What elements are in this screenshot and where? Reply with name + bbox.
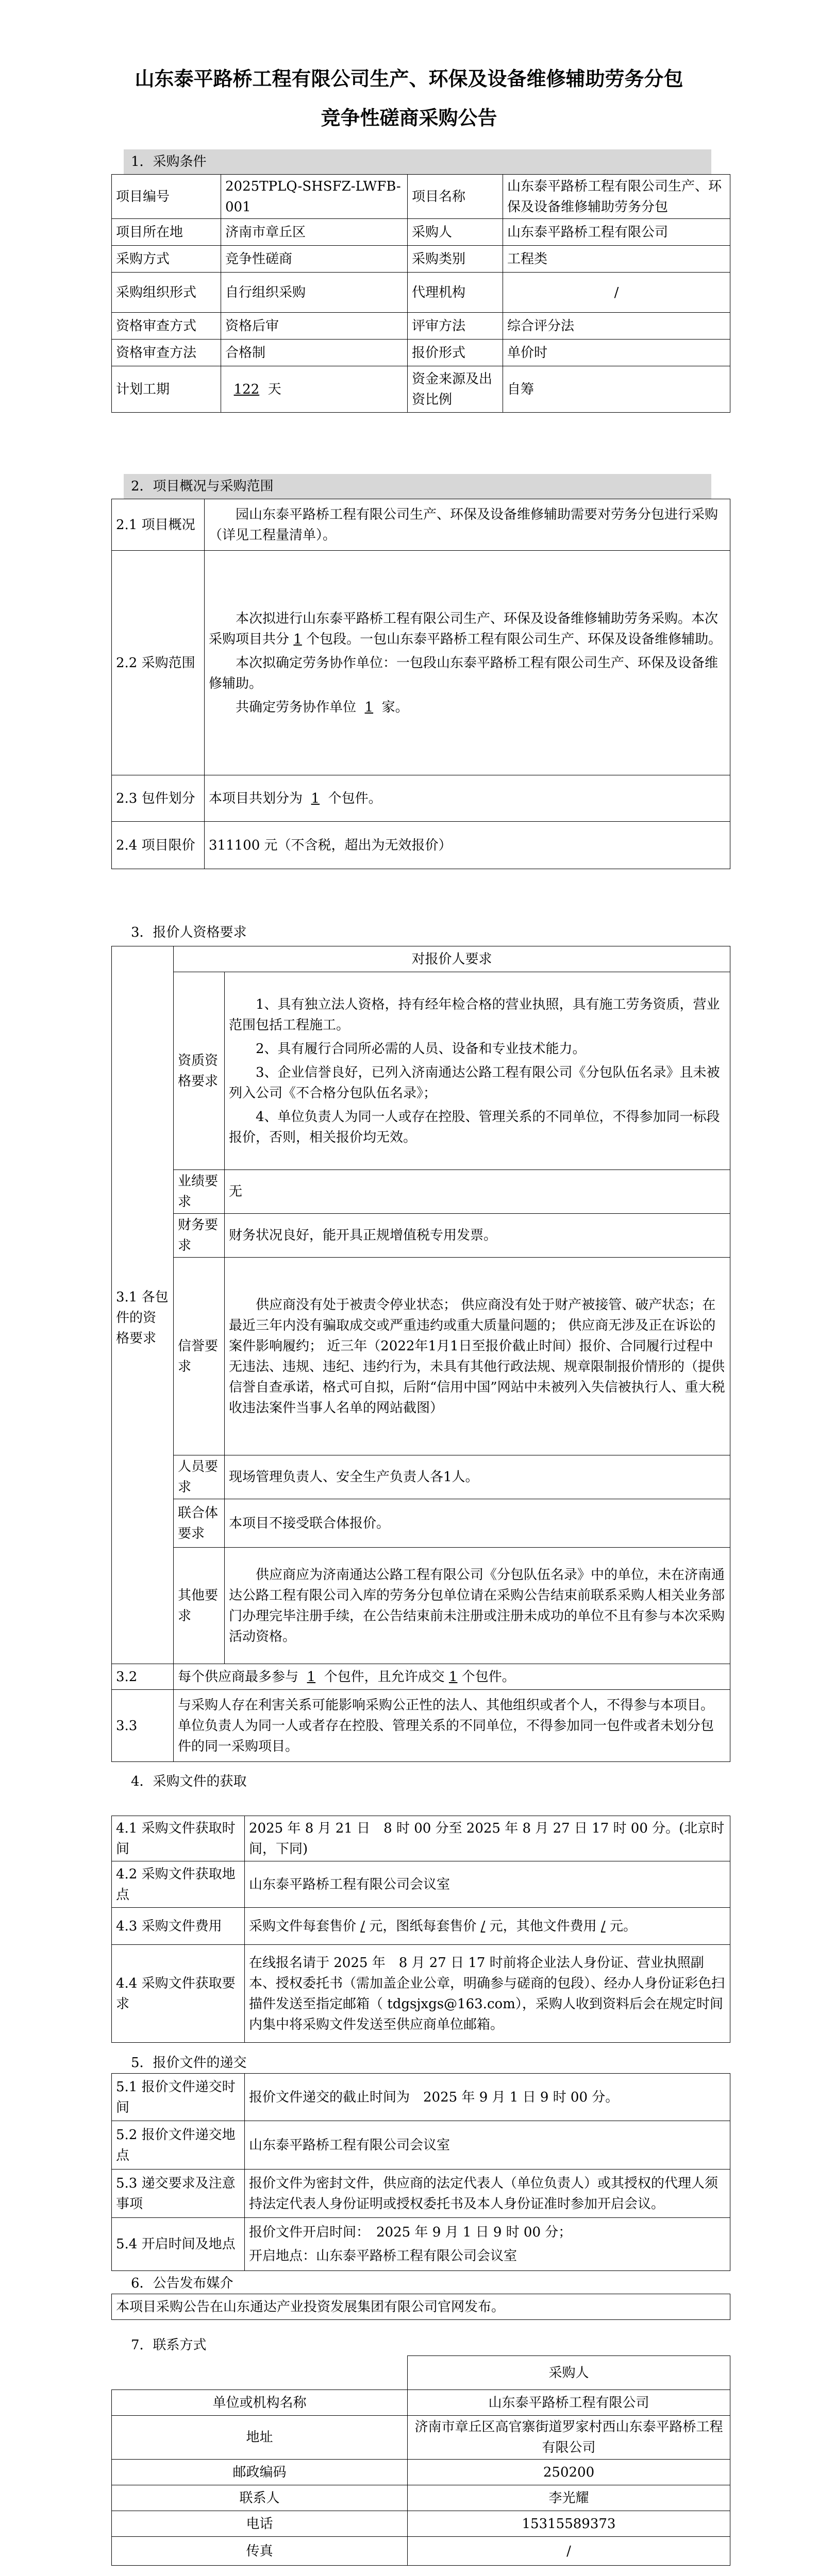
table-row (112, 2170, 730, 2218)
contact-value-name: 山东泰平路桥工程有限公司 (408, 2390, 730, 2416)
rule-3-2-text-b: 个包件，且允许成交 (324, 1669, 445, 1685)
value-submission-requirements: 报价文件为密封文件，供应商的法定代表人（单位负责人）或其授权的代理人须持法定代表人身份证明或授权委托书及本人身份证准时参加开启会议。 (245, 2170, 730, 2218)
table-row (112, 2294, 730, 2320)
fee-value-1: / (360, 1918, 365, 1934)
rule-3-2-text-a: 每个供应商最多参与 (178, 1669, 299, 1685)
value-submission-time: 报价文件递交的截止时间为 2025 年 9 月 1 日 9 时 00 分。 (245, 2074, 730, 2121)
table-row (112, 2416, 730, 2460)
fee-value-2: / (480, 1918, 486, 1934)
label-method: 采购方式 (112, 246, 221, 273)
label-submission-place: 5.2 报价文件递交地点 (112, 2121, 245, 2170)
value-acquisition-time: 2025 年 8 月 21 日 8 时 00 分至 2025 年 8 月 27 日 17 时 00 分。(北京时间，下同) (245, 1816, 730, 1861)
table-row (112, 1499, 730, 1548)
qualification-header: 对报价人要求 (174, 946, 730, 972)
scope-text-1b: 个包段。一包山东泰平路桥工程有限公司生产、环保及设备维修辅助。 (306, 631, 722, 647)
table-row (112, 246, 730, 273)
table-row (112, 1690, 730, 1762)
contact-header: 采购人 (408, 2356, 730, 2390)
value-credit: 供应商没有处于被责令停业状态； 供应商没有处于财产被接管、破产状态；在最近三年内没有骗取成交或严重违约或重大质量问题的； 供应商无涉及正在诉讼的案件影响履约； 近三年（2022年1月1日至报价截止时间）报价、合同履行过程中无违法、违规、违纪、违约行为，未具有其他行政法规、规章限制报价情形的（提供信誉自查承诺，格式可自拟，后附“信用中国”网站中未被列入失信被执行人、重大税收违法案件当事人名单的网站截图） (225, 1258, 730, 1455)
submission-table (111, 2073, 730, 2271)
label-joint-venture: 联合体要求 (174, 1499, 225, 1548)
table-row (112, 946, 730, 972)
label-agency: 代理机构 (408, 273, 503, 313)
contact-value-phone: 15315589373 (408, 2511, 730, 2537)
value-scope (205, 551, 730, 775)
packages-text-a: 本项目共划分为 (209, 790, 303, 806)
fee-value-3: / (600, 1918, 606, 1934)
value-quote-form: 单价时 (503, 340, 730, 366)
label-review-method: 资格审查方法 (112, 340, 221, 366)
notice-title-line1: 山东泰平路桥工程有限公司生产、环保及设备维修辅助劳务分包 (135, 67, 683, 90)
table-row (112, 551, 730, 775)
opening-place: 开启地点：山东泰平路桥工程有限公司会议室 (249, 2248, 517, 2264)
opening-time: 报价文件开启时间： 2025 年 9 月 1 日 9 时 00 分； (249, 2225, 572, 2240)
qualification-item-4: 4、单位负责人为同一人或存在控股、管理关系的不同单位，不得参加同一标段报价，否则，相关报价均无效。 (229, 1109, 720, 1145)
contact-value-postcode: 250200 (408, 2460, 730, 2485)
value-performance: 无 (225, 1170, 730, 1214)
table-row (112, 2537, 730, 2566)
label-document-fee: 4.3 采购文件费用 (112, 1908, 245, 1945)
value-overview: 园山东泰平路桥工程有限公司生产、环保及设备维修辅助需要对劳务分包进行采购（详见工程量清单）。 (205, 499, 730, 551)
value-project-name: 山东泰平路桥工程有限公司生产、环保及设备维修辅助劳务分包 (503, 175, 730, 219)
value-review-mode: 资格后审 (221, 313, 408, 340)
value-joint-venture: 本项目不接受联合体报价。 (225, 1499, 730, 1548)
scope-paragraph-2: 本次拟确定劳务协作单位：一包段山东泰平路桥工程有限公司生产、环保及设备维修辅助。 (209, 655, 719, 691)
value-category: 工程类 (503, 246, 730, 273)
rule-3-2-text-c: 个包件。 (461, 1669, 515, 1685)
value-review-method: 合格制 (221, 340, 408, 366)
table-row (112, 1945, 730, 2043)
fee-text-d: 元。 (609, 1918, 637, 1934)
label-3-3: 3.3 (112, 1690, 174, 1762)
media-table (111, 2294, 730, 2320)
table-row (112, 972, 730, 1170)
table-row (112, 1908, 730, 1945)
value-fund-source: 自筹 (503, 366, 730, 413)
label-packages: 2.3 包件划分 (112, 775, 205, 822)
label-price-limit: 2.4 项目限价 (112, 822, 205, 869)
label-qualification-requirements: 资质资格要求 (174, 972, 225, 1170)
table-row (112, 499, 730, 551)
value-purchaser: 山东泰平路桥工程有限公司 (503, 219, 730, 246)
value-opening (245, 2218, 730, 2271)
table-row (112, 2218, 730, 2271)
table-row (112, 1214, 730, 1258)
contact-label-phone: 电话 (112, 2511, 408, 2537)
value-staff: 现场管理负责人、安全生产负责人各1人。 (225, 1455, 730, 1499)
procurement-conditions-table (111, 174, 730, 413)
value-qualification-requirements (225, 972, 730, 1170)
value-other: 供应商应为济南通达公路工程有限公司《分包队伍名录》中的单位，未在济南通达公路工程有限公司入库的劳务分包单位请在采购公告结束前联系采购人相关业务部门办理完毕注册手续，在公告结束前未注册或注册未成功的单位不且有参与本次采购活动资格。 (225, 1548, 730, 1664)
section-5-heading: 5．报价文件的递交 (131, 2055, 247, 2071)
project-overview-table (111, 499, 730, 869)
table-row (112, 822, 730, 869)
table-row (112, 1258, 730, 1455)
rule-3-2-allowed: 1 (448, 1669, 458, 1685)
value-location: 济南市章丘区 (221, 219, 408, 246)
label-submission-requirements: 5.3 递交要求及注意事项 (112, 2170, 245, 2218)
qualification-item-3: 3、企业信誉良好，已列入济南通达公路工程有限公司《分包队伍名录》且未被列入公司《不合格分包队伍名录》； (229, 1064, 720, 1101)
label-review-mode: 资格审查方式 (112, 313, 221, 340)
label-overview: 2.1 项目概况 (112, 499, 205, 551)
value-agency: / (503, 273, 730, 313)
table-row (112, 2121, 730, 2170)
table-row (112, 2390, 730, 2416)
table-row (112, 366, 730, 413)
fee-text-a: 采购文件每套售价 (249, 1918, 357, 1934)
label-project-name: 项目名称 (408, 175, 503, 219)
value-submission-place: 山东泰平路桥工程有限公司会议室 (245, 2121, 730, 2170)
value-acquisition-requirements: 在线报名请于 2025 年 8 月 27 日 17 时前将企业法人身份证、营业执照副本、授权委托书（需加盖企业公章，明确参与磋商的包段）、经办人身份证彩色扫描件发送至指定邮箱（ tdgsjxgs@163.com），采购人收到资料后会在规定时间内集中将采购文件发送至供应商单位邮箱。 (245, 1945, 730, 2043)
schedule-unit: 天 (268, 381, 281, 397)
qualification-table (111, 946, 730, 1762)
label-category: 采购类别 (408, 246, 503, 273)
table-row (112, 2074, 730, 2121)
label-evaluation-method: 评审方法 (408, 313, 503, 340)
table-row (112, 2460, 730, 2485)
label-quote-form: 报价形式 (408, 340, 503, 366)
section-7-heading: 7．联系方式 (131, 2337, 207, 2353)
value-acquisition-place: 山东泰平路桥工程有限公司会议室 (245, 1861, 730, 1908)
label-credit: 信誉要求 (174, 1258, 225, 1455)
contact-label-fax: 传真 (112, 2537, 408, 2566)
contact-label-name: 单位或机构名称 (112, 2390, 408, 2416)
value-financial: 财务状况良好，能开具正规增值税专用发票。 (225, 1214, 730, 1258)
packages-text-b: 个包件。 (328, 790, 382, 806)
scope-text-3: 共确定劳务协作单位 (236, 699, 357, 715)
label-opening: 5.4 开启时间及地点 (112, 2218, 245, 2271)
contact-label-person: 联系人 (112, 2485, 408, 2511)
table-row (112, 340, 730, 366)
table-row (112, 175, 730, 219)
rule-3-2-max: 1 (307, 1669, 316, 1685)
schedule-days: 122 (233, 381, 260, 397)
section-3-heading: 3．报价人资格要求 (131, 925, 247, 940)
scope-paragraph-1 (209, 608, 726, 650)
table-row (112, 273, 730, 313)
label-other: 其他要求 (174, 1548, 225, 1664)
table-row (112, 2485, 730, 2511)
table-row (112, 1664, 730, 1690)
notice-title-line2: 竞争性磋商采购公告 (321, 106, 497, 129)
label-3-2: 3.2 (112, 1664, 174, 1690)
value-3-3: 与采购人存在利害关系可能影响采购公正性的法人、其他组织或者个人，不得参与本项目。单位负责人为同一人或者存在控股、管理关系的不同单位，不得参加同一包件或者未划分包件的同一采购项目。 (174, 1690, 730, 1762)
table-row (112, 1548, 730, 1664)
contact-value-fax: / (408, 2537, 730, 2566)
section-1-heading: 1．采购条件 (124, 149, 711, 174)
value-evaluation-method: 综合评分法 (503, 313, 730, 340)
value-organization-form: 自行组织采购 (221, 273, 408, 313)
document-acquisition-table (111, 1816, 730, 2043)
fee-text-c: 元，其他文件费用 (489, 1918, 597, 1934)
label-financial: 财务要求 (174, 1214, 225, 1258)
label-location: 项目所在地 (112, 219, 221, 246)
value-method: 竞争性磋商 (221, 246, 408, 273)
label-acquisition-requirements: 4.4 采购文件获取要求 (112, 1945, 245, 2043)
table-row (112, 2511, 730, 2537)
table-row (112, 2356, 730, 2390)
section-4-heading: 4．采购文件的获取 (131, 1774, 247, 1789)
contact-table (111, 2355, 730, 2566)
qualification-item-1: 1、具有独立法人资格，持有经年检合格的营业执照，具有施工劳务资质，营业范围包括工程施工。 (229, 996, 720, 1033)
table-row (112, 219, 730, 246)
label-project-number: 项目编号 (112, 175, 221, 219)
label-package-qualification: 3.1 各包件的资格要求 (112, 972, 174, 1664)
label-schedule: 计划工期 (112, 366, 221, 413)
table-row (112, 1455, 730, 1499)
scope-text-1: 本次拟进行山东泰平路桥工程有限公司生产、环保及设备维修辅助劳务采购。本次采购项目共分 (209, 611, 719, 647)
section-2-heading: 2．项目概况与采购范围 (124, 474, 711, 499)
contact-value-person: 李光耀 (408, 2485, 730, 2511)
table-row (112, 1170, 730, 1214)
label-staff: 人员要求 (174, 1455, 225, 1499)
value-packages (205, 775, 730, 822)
qualification-item-2: 2、具有履行合同所必需的人员、设备和专业技术能力。 (256, 1041, 586, 1057)
value-project-number: 2025TPLQ-SHSFZ-LWFB-001 (221, 175, 408, 219)
contact-value-address: 济南市章丘区高官寨街道罗家村西山东泰平路桥工程有限公司 (408, 2416, 730, 2460)
scope-text-3b: 家。 (381, 699, 409, 715)
scope-unit-count: 1 (364, 699, 374, 715)
contact-label-postcode: 邮政编码 (112, 2460, 408, 2485)
value-price-limit: 311100 元（不含税，超出为无效报价） (205, 822, 730, 869)
value-document-fee (245, 1908, 730, 1945)
label-acquisition-time: 4.1 采购文件获取时间 (112, 1816, 245, 1861)
fee-text-b: 元，图纸每套售价 (369, 1918, 477, 1934)
table-row (112, 1861, 730, 1908)
value-3-2 (174, 1664, 730, 1690)
value-schedule (221, 366, 408, 413)
packages-count: 1 (311, 790, 320, 806)
label-purchaser: 采购人 (408, 219, 503, 246)
label-fund-source: 资金来源及出资比例 (408, 366, 503, 413)
label-performance: 业绩要求 (174, 1170, 225, 1214)
table-row (112, 1816, 730, 1861)
label-submission-time: 5.1 报价文件递交时间 (112, 2074, 245, 2121)
table-row (112, 313, 730, 340)
label-organization-form: 采购组织形式 (112, 273, 221, 313)
section-6-heading: 6．公告发布媒介 (131, 2276, 233, 2291)
contact-label-address: 地址 (112, 2416, 408, 2460)
value-media: 本项目采购公告在山东通达产业投资发展集团有限公司官网发布。 (112, 2294, 730, 2320)
scope-paragraph-3 (209, 697, 726, 718)
label-scope: 2.2 采购范围 (112, 551, 205, 775)
label-acquisition-place: 4.2 采购文件获取地点 (112, 1861, 245, 1908)
scope-package-count: 1 (293, 631, 302, 647)
table-row (112, 775, 730, 822)
